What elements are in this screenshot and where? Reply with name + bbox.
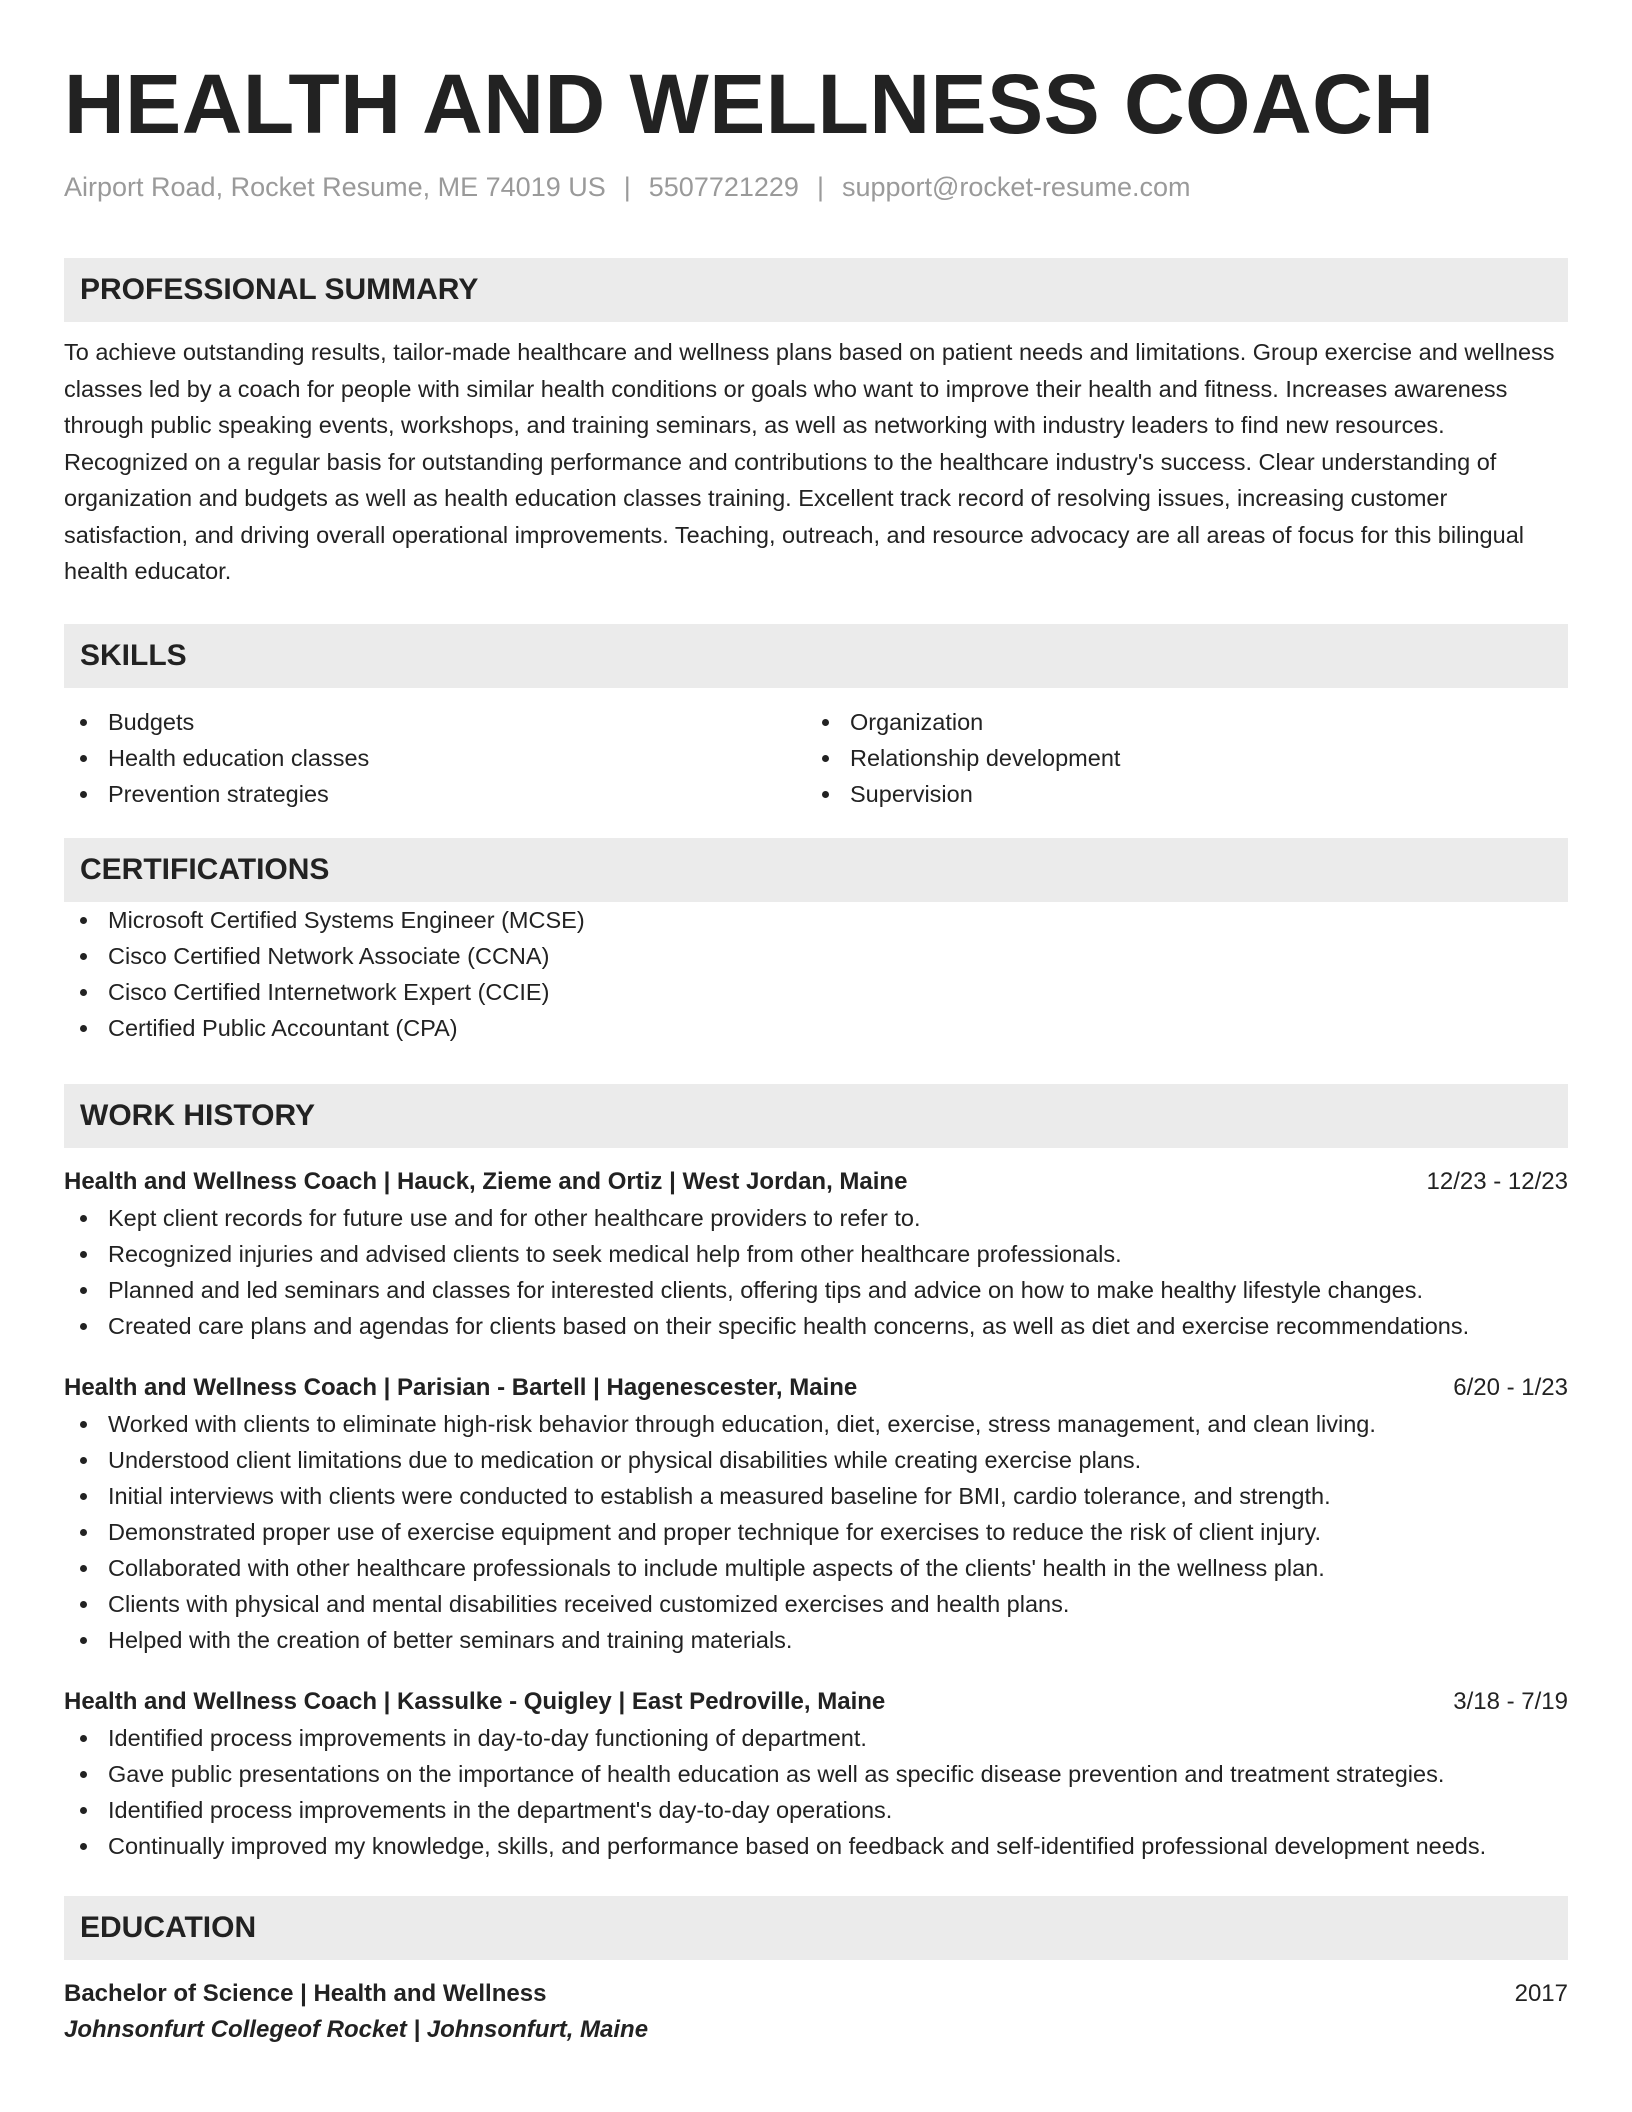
job-title: Health and Wellness Coach | Kassulke - Quigley | East Pedroville, Maine xyxy=(64,1687,886,1715)
education-degree: Bachelor of Science | Health and Wellness xyxy=(64,1979,547,2007)
list-item: Demonstrated proper use of exercise equipment and proper technique for exercises to reduce the risk of client injury. xyxy=(64,1514,1568,1550)
list-item: Cisco Certified Internetwork Expert (CCIE) xyxy=(64,974,1568,1010)
list-item: Relationship development xyxy=(806,740,1548,776)
job-heading xyxy=(64,1164,1568,1200)
resume-name: HEALTH AND WELLNESS COACH xyxy=(64,57,1435,151)
contact-separator: | xyxy=(816,172,824,202)
job-bullet-list xyxy=(64,1406,1568,1658)
list-item: Prevention strategies xyxy=(64,776,806,812)
education-school: Johnsonfurt Collegeof Rocket | Johnsonfurt, Maine xyxy=(64,2015,649,2043)
job-dates: 3/18 - 7/19 xyxy=(1453,1687,1568,1715)
list-item: Cisco Certified Network Associate (CCNA) xyxy=(64,938,1568,974)
list-item: Helped with the creation of better seminars and training materials. xyxy=(64,1622,1568,1658)
contact-address: Airport Road, Rocket Resume, ME 74019 US xyxy=(64,172,606,202)
list-item: Kept client records for future use and for other healthcare providers to refer to. xyxy=(64,1200,1568,1236)
skills-columns xyxy=(64,704,1568,812)
list-item: Initial interviews with clients were conducted to establish a measured baseline for BMI, cardio tolerance, and strength. xyxy=(64,1478,1568,1514)
summary-text: To achieve outstanding results, tailor-made healthcare and wellness plans based on patient needs and limitations. Group exercise and wellness classes led by a coach for people with similar health conditions or goals who want to improve their health and fitness. Increases awareness through public speaking events, workshops, and training seminars, as well as networking with industry leaders to find new resources. Recognized on a regular basis for outstanding performance and contributions to the healthcare industry's success. Clear understanding of organization and budgets as well as health education classes training. Excellent track record of resolving issues, increasing customer satisfaction, and driving overall operational improvements. Teaching, outreach, and resource advocacy are all areas of focus for this bilingual health educator. xyxy=(64,339,1555,584)
education-heading xyxy=(64,1976,1568,2012)
job-heading xyxy=(64,1684,1568,1720)
contact-phone: 5507721229 xyxy=(648,172,799,202)
job-dates: 6/20 - 1/23 xyxy=(1453,1373,1568,1401)
contact-line xyxy=(64,168,1568,206)
skills-left-list xyxy=(64,704,806,812)
summary-section-header: PROFESSIONAL SUMMARY xyxy=(64,258,1568,322)
education-year: 2017 xyxy=(1514,1979,1568,2007)
education-section-header: EDUCATION xyxy=(64,1896,1568,1960)
list-item: Identified process improvements in day-to-day functioning of department. xyxy=(64,1720,1568,1756)
work-history-section-header: WORK HISTORY xyxy=(64,1084,1568,1148)
certifications-list xyxy=(64,902,1568,1046)
list-item: Gave public presentations on the importance of health education as well as specific disease prevention and treatment strategies. xyxy=(64,1756,1568,1792)
list-item: Continually improved my knowledge, skills, and performance based on feedback and self-identified professional development needs. xyxy=(64,1828,1568,1864)
contact-email: support@rocket-resume.com xyxy=(841,172,1191,202)
job-title: Health and Wellness Coach | Parisian - Bartell | Hagenescester, Maine xyxy=(64,1373,858,1401)
job-bullet-list xyxy=(64,1720,1568,1864)
list-item: Budgets xyxy=(64,704,806,740)
list-item: Supervision xyxy=(806,776,1548,812)
list-item: Created care plans and agendas for clients based on their specific health concerns, as well as diet and exercise recommendations. xyxy=(64,1308,1568,1344)
list-item: Planned and led seminars and classes for interested clients, offering tips and advice on how to make healthy lifestyle changes. xyxy=(64,1272,1568,1308)
job-bullet-list xyxy=(64,1200,1568,1344)
job-heading xyxy=(64,1370,1568,1406)
list-item: Microsoft Certified Systems Engineer (MCSE) xyxy=(64,902,1568,938)
list-item: Recognized injuries and advised clients to seek medical help from other healthcare professionals. xyxy=(64,1236,1568,1272)
list-item: Worked with clients to eliminate high-risk behavior through education, diet, exercise, stress management, and clean living. xyxy=(64,1406,1568,1442)
list-item: Health education classes xyxy=(64,740,806,776)
job-title: Health and Wellness Coach | Hauck, Zieme and Ortiz | West Jordan, Maine xyxy=(64,1167,908,1195)
list-item: Clients with physical and mental disabilities received customized exercises and health plans. xyxy=(64,1586,1568,1622)
skills-right-list xyxy=(806,704,1548,812)
contact-separator: | xyxy=(623,172,631,202)
list-item: Collaborated with other healthcare professionals to include multiple aspects of the clients' health in the wellness plan. xyxy=(64,1550,1568,1586)
certifications-section-header: CERTIFICATIONS xyxy=(64,838,1568,902)
list-item: Understood client limitations due to medication or physical disabilities while creating exercise plans. xyxy=(64,1442,1568,1478)
list-item: Identified process improvements in the department's day-to-day operations. xyxy=(64,1792,1568,1828)
skills-section-header: SKILLS xyxy=(64,624,1568,688)
job-dates: 12/23 - 12/23 xyxy=(1426,1167,1568,1195)
list-item: Organization xyxy=(806,704,1548,740)
list-item: Certified Public Accountant (CPA) xyxy=(64,1010,1568,1046)
